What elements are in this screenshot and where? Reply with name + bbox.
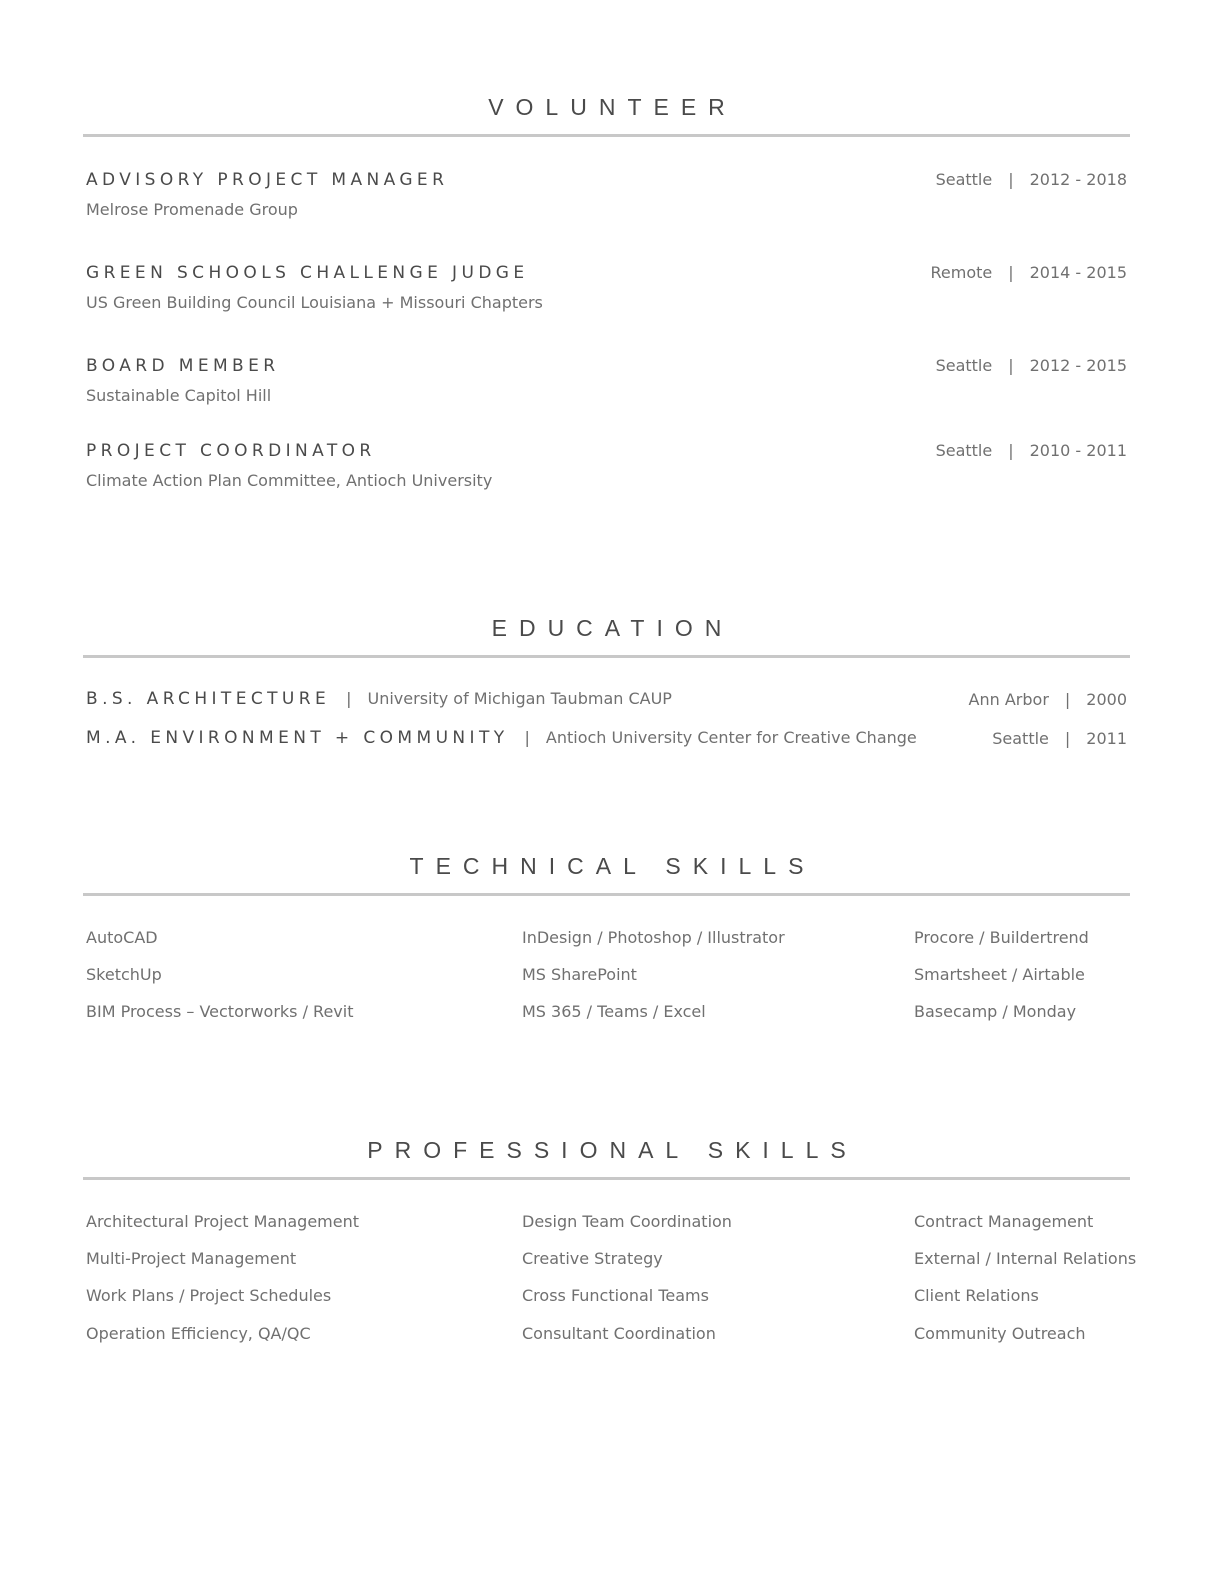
separator: | (524, 728, 530, 747)
volunteer-location: Seattle (935, 441, 993, 460)
volunteer-years: 2012 - 2015 (1029, 356, 1127, 375)
skill-item: Cross Functional Teams (522, 1286, 709, 1305)
separator: | (1064, 690, 1071, 709)
education-degree: M.A. ENVIRONMENT + COMMUNITY (86, 728, 509, 748)
volunteer-entry (86, 355, 1127, 406)
education-year: 2000 (1086, 690, 1127, 709)
volunteer-meta (930, 262, 1127, 284)
professional-skills-heading: PROFESSIONAL SKILLS (367, 1137, 858, 1163)
volunteer-meta (936, 169, 1127, 191)
volunteer-org: Climate Action Plan Committee, Antioch University (86, 471, 493, 490)
volunteer-role: GREEN SCHOOLS CHALLENGE JUDGE (86, 263, 529, 283)
volunteer-role: PROJECT COORDINATOR (86, 441, 376, 461)
skill-item: Community Outreach (914, 1324, 1086, 1343)
volunteer-years: 2010 - 2011 (1029, 441, 1127, 460)
volunteer-meta (936, 355, 1127, 377)
skill-item: Architectural Project Management (86, 1212, 360, 1231)
volunteer-role: BOARD MEMBER (86, 356, 280, 376)
professional-skills-section (83, 1136, 1137, 1356)
education-meta (992, 728, 1127, 750)
volunteer-entry (86, 440, 1127, 491)
education-meta (969, 689, 1127, 711)
volunteer-entry (86, 262, 1127, 313)
education-degree: B.S. ARCHITECTURE (86, 689, 331, 709)
skill-item: SketchUp (86, 965, 162, 984)
volunteer-years: 2014 - 2015 (1029, 263, 1127, 282)
separator: | (1008, 356, 1014, 375)
education-entry (86, 689, 1127, 713)
volunteer-location: Seattle (935, 170, 993, 189)
separator: | (1008, 441, 1014, 460)
volunteer-heading: VOLUNTEER (488, 94, 737, 120)
volunteer-location: Remote (930, 263, 993, 282)
skill-item: MS SharePoint (522, 965, 637, 984)
skill-item: Operation Efficiency, QA/QC (86, 1324, 311, 1343)
education-location: Ann Arbor (968, 690, 1049, 709)
skill-item: Work Plans / Project Schedules (86, 1286, 332, 1305)
skill-item: Multi-Project Management (86, 1249, 297, 1268)
volunteer-org: Sustainable Capitol Hill (86, 386, 272, 405)
volunteer-meta (936, 440, 1127, 462)
education-school: University of Michigan Taubman CAUP (367, 689, 672, 708)
skill-item: Consultant Coordination (522, 1324, 716, 1343)
skill-item: BIM Process – Vectorworks / Revit (86, 1002, 354, 1021)
skill-item: AutoCAD (86, 928, 158, 947)
technical-skills-section (83, 852, 1130, 1032)
volunteer-org: Melrose Promenade Group (86, 200, 298, 219)
skill-item: Client Relations (914, 1286, 1039, 1305)
professional-skills-divider (83, 1177, 1130, 1180)
separator: | (1008, 170, 1014, 189)
volunteer-years: 2012 - 2018 (1029, 170, 1127, 189)
separator: | (1064, 729, 1071, 748)
volunteer-org: US Green Building Council Louisiana + Missouri Chapters (86, 293, 543, 312)
technical-skills-heading: TECHNICAL SKILLS (409, 853, 816, 879)
education-section (83, 614, 1130, 764)
volunteer-divider (83, 134, 1130, 137)
skill-item: MS 365 / Teams / Excel (522, 1002, 706, 1021)
education-location: Seattle (992, 729, 1049, 748)
skill-item: InDesign / Photoshop / Illustrator (522, 928, 785, 947)
education-divider (83, 655, 1130, 658)
skill-item: Procore / Buildertrend (914, 928, 1089, 947)
volunteer-role: ADVISORY PROJECT MANAGER (86, 170, 449, 190)
skill-item: Contract Management (914, 1212, 1094, 1231)
volunteer-section (83, 93, 1130, 513)
education-school: Antioch University Center for Creative Change (545, 728, 917, 747)
volunteer-entry (86, 169, 1127, 220)
skill-item: Smartsheet / Airtable (914, 965, 1085, 984)
technical-skills-divider (83, 893, 1130, 896)
education-year: 2011 (1086, 729, 1127, 748)
education-heading: EDUCATION (491, 615, 734, 641)
skill-item: Basecamp / Monday (914, 1002, 1077, 1021)
skill-item: Design Team Coordination (522, 1212, 732, 1231)
skill-item: External / Internal Relations (914, 1249, 1137, 1268)
volunteer-location: Seattle (935, 356, 993, 375)
education-entry (86, 728, 1127, 752)
separator: | (346, 689, 352, 708)
skill-item: Creative Strategy (522, 1249, 663, 1268)
separator: | (1008, 263, 1014, 282)
